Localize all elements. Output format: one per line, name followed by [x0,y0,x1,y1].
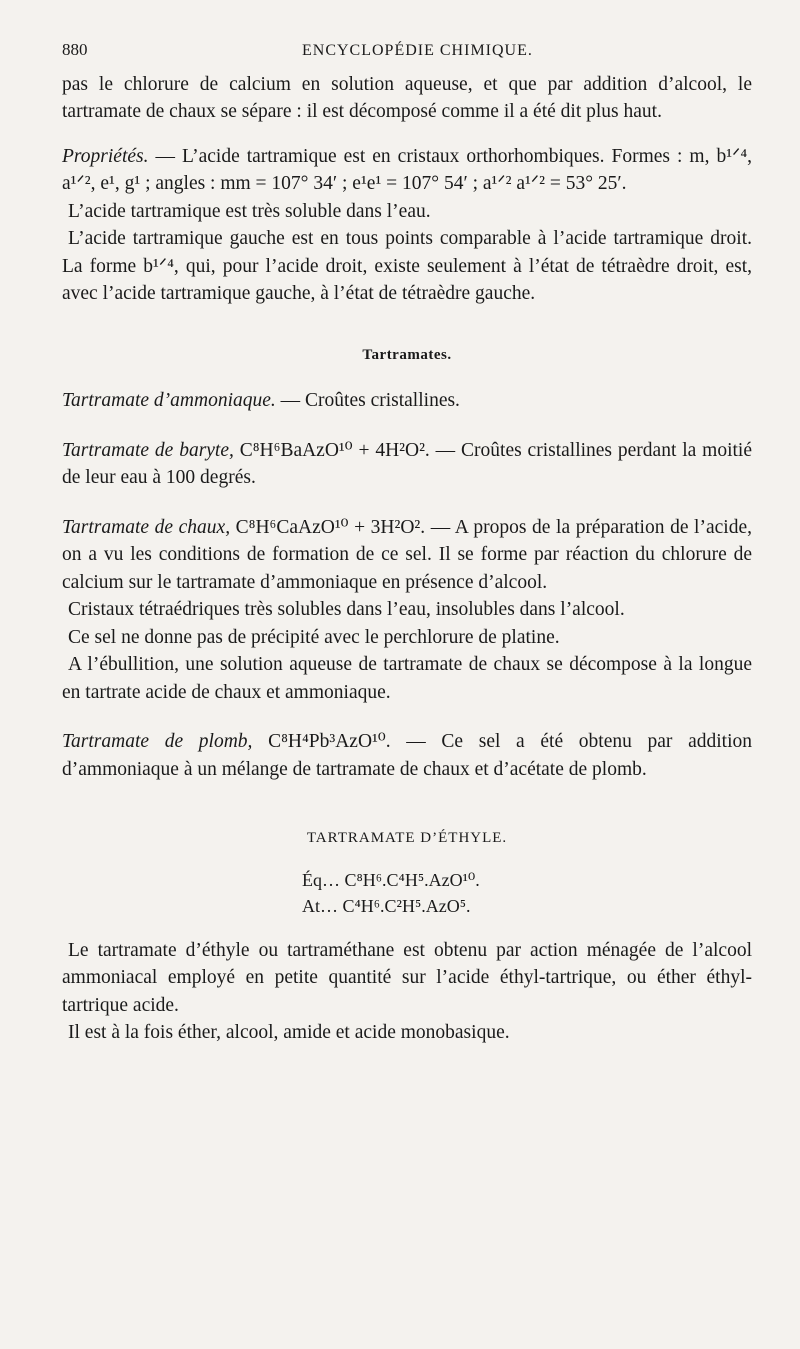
left-acid-paragraph: L’acide tartramique gauche est en tous points comparable à l’acide tartramique droit. La forme b¹ᐟ⁴, qui, pour l’acide droit, existe seulement à l’état de tétraèdre droit, est, avec l’acide tartramique gauche, à l’état de tétraèdre gauche. [62,228,752,304]
properties-text: — L’acide tartramique est en cristaux orthorhombiques. Formes : m, b¹ᐟ⁴, a¹ᐟ², e¹, g¹ ; angles : mm = 107° 34′ ; e¹e¹ = 107° 54′ ; a¹ᐟ² a¹ᐟ² = 53° 25′. [62,145,752,194]
solubility-paragraph: L’acide tartramique est très soluble dans l’eau. [68,200,431,222]
chaux-platinum-paragraph: Ce sel ne donne pas de précipité avec le perchlorure de platine. [68,626,560,648]
plomb-paragraph [62,728,752,783]
chaux-boiling-paragraph: A l’ébullition, une solution aqueuse de tartramate de chaux se décompose à la longue en tartrate acide de chaux et ammoniaque. [62,654,752,703]
plomb-text: C⁸H⁴Pb³AzO¹⁰. — Ce sel a été obtenu par addition d’ammoniaque à un mélange de tartramate de chaux et d’acétate de plomb. [62,731,752,780]
chaux-label: Tartramate de chaux, [62,516,231,538]
chaux-text: C⁸H⁶CaAzO¹⁰ + 3H²O². — A propos de la préparation de l’acide, on a vu les conditions de formation de ce sel. Il se forme par réaction du chlorure de calcium sur le tartramate d’ammoniaque en présence d’alcool. [62,516,752,593]
baryte-text: C⁸H⁶BaAzO¹⁰ + 4H²O². — Croûtes cristallines perdant la moitié de leur eau à 100 degrés. [62,439,752,488]
chaux-crystals-paragraph: Cristaux tétraédriques très solubles dans l’eau, insolubles dans l’alcool. [68,599,625,620]
intro-paragraph: pas le chlorure de calcium en solution aqueuse, et que par addition d’alcool, le tartramate de chaux se sépare : il est décomposé comme il a été dit plus haut. [62,73,752,122]
ethyle-paragraph: Le tartramate d’éthyle ou tartraméthane est obtenu par action ménagée de l’alcool ammoniacal employé en petite quantité sur l’acide éthyl-tartrique, ou éther éthyl-tartrique acide. [62,939,752,1016]
ammoniaque-paragraph [62,387,752,415]
baryte-label: Tartramate de baryte, [62,439,234,461]
properties-label: Propriétés. [62,145,149,167]
ethyle-formulas [302,867,752,919]
ethyle-properties-paragraph: Il est à la fois éther, alcool, amide et acide monobasique. [68,1022,510,1043]
plomb-label: Tartramate de plomb, [62,731,253,752]
ammoniaque-text: — Croûtes cristallines. [275,390,460,411]
page-header [62,36,752,65]
ethyle-title: TARTRAMATE D’ÉTHYLE. [306,830,508,846]
formula-equivalent: Éq… C⁸H⁶.C⁴H⁵.AzO¹⁰. [302,869,480,890]
running-title: ENCYCLOPÉDIE CHIMIQUE. [302,42,533,59]
section-title: Tartramates. [362,346,452,363]
baryte-paragraph [62,437,752,492]
chaux-paragraph [62,514,752,597]
ammoniaque-label: Tartramate d’ammoniaque. [62,390,276,411]
page-number: 880 [62,40,88,59]
formula-atomic: At… C⁴H⁶.C²H⁵.AzO⁵. [302,895,471,916]
properties-paragraph [62,143,752,198]
